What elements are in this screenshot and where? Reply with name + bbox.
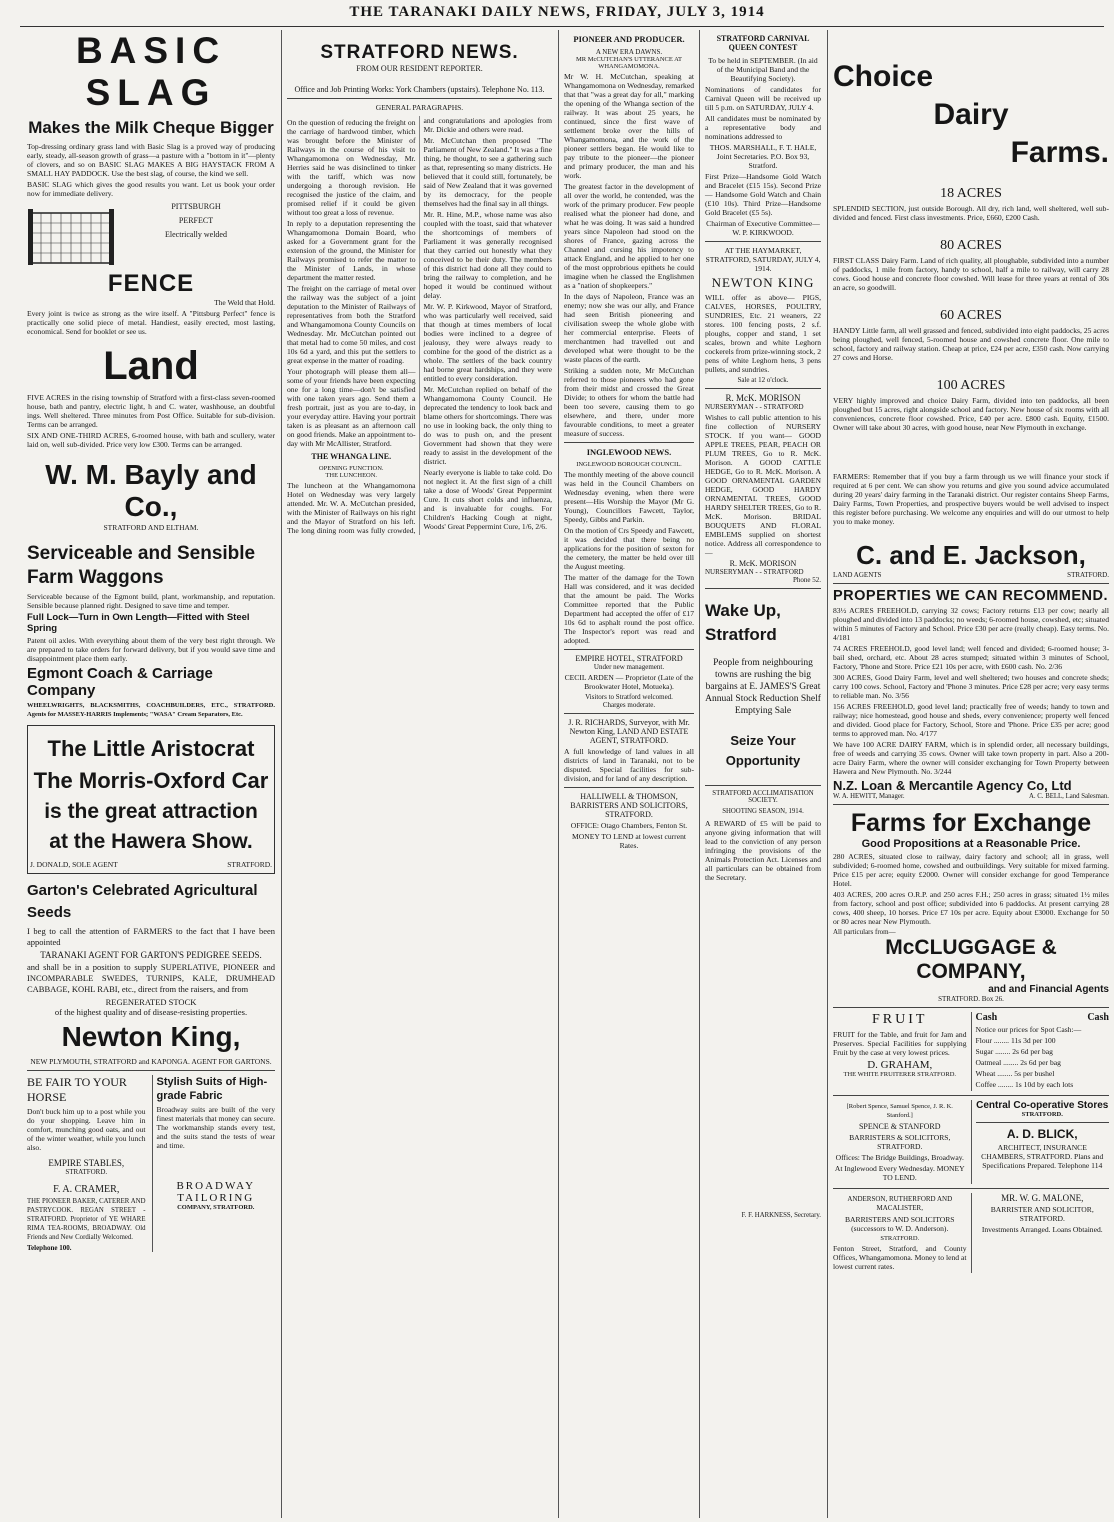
article-paragraph: Your photograph will please them all—some of your friends have been expecting one for a long time—don't be satisfied with one taken years ago. Send them a fresh portrait, just as you are to-day, in your everyday attire. Having your portrait taken is as pleasant as an afternoon call on good friends. Make an appointment to-day with Mr McAllister, Stratford. bbox=[287, 367, 416, 448]
gartons-body: I beg to call the attention of FARMERS to the fact that I have been appointed bbox=[27, 926, 275, 947]
separator bbox=[833, 804, 1109, 805]
acres-100-body: VERY highly improved and choice Dairy Farm, divided into ten paddocks, all been ploughed but 15 acres, right alongside school and factory. New house of six rooms with all conveniences, concrete floor cowshed. Price, £40 per acre. £800 cash. Equity, £1500. Owner will take about 30 acres, with good house, near New Plymouth in exchange. bbox=[833, 396, 1109, 432]
richards-heading: J. R. RICHARDS, Surveyor, with Mr. Newton King, LAND AND ESTATE AGENT, STRATFORD. bbox=[568, 718, 690, 745]
column-5 bbox=[828, 30, 1114, 1518]
carnival-nominations: Nominations of candidates for Carnival Queen will be received up till 5 p.m. on SATURDAY, JULY 4. bbox=[705, 85, 821, 112]
article-paragraph: Nearly everyone is liable to take cold. Do not neglect it. At the first sign of a chill take a dose of Woods' Great Peppermint Cure. It cuts short colds and influenza, and is invaluable for coughs. For Children's Hacking Cough at night, Woods' Great Peppermint Cure, 1/6, 2/6. bbox=[423, 468, 552, 531]
harkness-signature: F. F. HARKNESS, Secretary. bbox=[741, 1212, 821, 1219]
fruit-body: FRUIT for the Table, and fruit for Jam and Preserves. Special Facilities for supplying Fruit by the case at very lowest prices. bbox=[833, 1030, 967, 1057]
nz-loan-heading: N.Z. Loan & Mercantile Agency Co, Ltd bbox=[833, 778, 1072, 793]
masthead-rule bbox=[20, 26, 1104, 27]
acres-60: 60 ACRES bbox=[940, 308, 1002, 323]
separator bbox=[705, 241, 821, 242]
pioneer-title: PIONEER AND PRODUCER. bbox=[573, 34, 685, 44]
article-paragraph: Mr. McCutchan then proposed "The Parliament of New Zealand." It was a fine thing, he thought, to see a gathering such as that, representing so many districts. He believed that it could still, fortunately, be said of New Zealand that it was governed by its democracy, for the people themselves had the final say in all things. bbox=[423, 136, 552, 208]
separator bbox=[705, 588, 821, 589]
donald-stratford: STRATFORD. bbox=[227, 860, 272, 869]
anderson-location: STRATFORD. bbox=[880, 1235, 920, 1242]
exchange-403: 403 ACRES, 200 acres O.R.P. and 250 acres F.H.; 250 acres in grass; situated 1½ miles from factory, school and post office; subdivided into 6 paddocks. At present carrying 28 cows, 400 sheep, 10 horses. Price £7 10s per acre. Equity about £3000. Exchange for 50 or 80 acres near New Plymouth. bbox=[833, 890, 1109, 926]
carnival-heading: STRATFORD CARNIVAL QUEEN CONTEST bbox=[716, 34, 810, 52]
luncheon-heading: THE LUNCHEON. bbox=[325, 472, 378, 479]
farms-heading: Farms. bbox=[1010, 136, 1109, 169]
all-particulars: All particulars from— bbox=[833, 928, 896, 936]
inglewood-news-heading: INGLEWOOD NEWS. bbox=[586, 447, 672, 457]
price-row: Flour ........ 11s 3d per 100 bbox=[975, 1036, 1056, 1045]
central-ad bbox=[971, 1100, 1110, 1184]
hawera-heading: at the Hawera Show. bbox=[49, 830, 253, 853]
price-row: Oatmeal ........ 2s 6d per bag bbox=[975, 1058, 1061, 1067]
land-body-2: SIX AND ONE-THIRD ACRES, 6-roomed house, with bath and scullery, water laid on, well sub-divided. Price very low £300. Terms can be arranged. bbox=[27, 431, 275, 449]
nz-loan-footer bbox=[833, 793, 1109, 800]
carnival-nominations-2: All candidates must be nominated by a representative body and nominations addressed to bbox=[705, 114, 821, 141]
weld-hold-label: The Weld that Hold. bbox=[214, 298, 275, 307]
central-location: STRATFORD. bbox=[1021, 1111, 1063, 1118]
full-lock-heading: Full Lock—Turn in Own Length—Fitted with Steel Spring bbox=[27, 612, 250, 634]
mccluggage-box: STRATFORD. Box 26. bbox=[938, 995, 1004, 1003]
stylish-ad bbox=[152, 1075, 276, 1252]
haymarket-notice: AT THE HAYMARKET, STRATFORD, SATURDAY, JULY 4, 1914. bbox=[705, 246, 821, 273]
separator bbox=[705, 785, 821, 786]
cramer-heading: F. A. CRAMER, bbox=[53, 1184, 120, 1195]
separator bbox=[833, 583, 1109, 584]
morison-phone: Phone 52. bbox=[793, 576, 821, 584]
donald-agent: J. DONALD, SOLE AGENT bbox=[30, 860, 118, 869]
empire-stables: EMPIRE STABLES, bbox=[48, 1158, 125, 1168]
article-paragraph: On the motion of Crs Speedy and Fawcett, it was decided that there being no applications for the position of sexton for the cemetery, the matter be held over till the August meeting. bbox=[564, 526, 694, 571]
halliwell-heading: HALLIWELL & THOMSON, BARRISTERS AND SOLICITORS, STRATFORD. bbox=[570, 792, 688, 819]
separator bbox=[564, 787, 694, 788]
opening-function: OPENING FUNCTION. bbox=[318, 465, 384, 472]
separator bbox=[833, 1188, 1109, 1189]
land-agents-label: LAND AGENTS bbox=[833, 571, 882, 579]
newton-king-auction-body: WILL offer as above— PIGS, CALVES, HORSES, POULTRY, SUNDRIES, Etc. 21 weaners, 22 stores. 100 fencing posts, 2 s.f. ploughs, copper and stand, 1 set scales, brown and white Leghorn cockerels from prize-winning stock, 2 pens of white Leghorn hens, 3 pens pullets, and sundries. bbox=[705, 293, 821, 374]
acres-100: 100 ACRES bbox=[936, 378, 1006, 393]
basic-slag-heading: BASIC SLAG bbox=[75, 30, 227, 113]
separator bbox=[833, 1007, 1109, 1008]
welded-label: Electrically welded bbox=[165, 230, 227, 239]
property-83: 83½ ACRES FREEHOLD, carrying 32 cows; Factory returns £13 per cow; nearly all ploughed and divided into 13 paddocks; no weeds; 6-roomed house, cowshed, etc; situated within 5 minutes of Factory and School. Price £30 per acre (really cheap). Easy terms. No. 4/181 bbox=[833, 606, 1109, 642]
newton-king-heading: Newton King, bbox=[61, 1021, 241, 1052]
seize-heading: Seize Your Opportunity bbox=[725, 733, 801, 768]
malone-sub: BARRISTER AND SOLICITOR, STRATFORD. bbox=[990, 1205, 1094, 1223]
mccluggage-heading: McCLUGGAGE & COMPANY, bbox=[885, 936, 1057, 983]
spence-office: Offices: The Bridge Buildings, Broadway. bbox=[835, 1153, 964, 1162]
office-notice: Office and Job Printing Works: York Chambers (upstairs). Telephone No. 113. bbox=[294, 85, 545, 94]
carnival-chairman: Chairman of Executive Committee— W. P. KIRKWOOD. bbox=[706, 219, 820, 237]
spence-inglewood: At Inglewood Every Wednesday. MONEY TO LEND. bbox=[834, 1164, 965, 1182]
slag-body: Top-dressing ordinary grass land with Basic Slag is a proved way of producing early, steady, all-season growth of grass—a pasture with a "bottom in it"—plenty of clovers, and so on BASIC SLAG MAKES A BIG HAYSTACK FROM A SMALL HAY PADDOCK. Use the best slag, of course, the kind we sell. bbox=[27, 142, 275, 178]
acclimatisation-body: A REWARD of £5 will be paid to anyone giving information that will lead to the conviction of any person infringing the provisions of the Animals Protection Act. Licenses and all particulars can be obtained from the Secretary. bbox=[705, 819, 821, 882]
fence-body: Every joint is twice as strong as the wire itself. A "Pittsburg Perfect" fence is practically one solid piece of metal. Handiest, easily erected, most lasting, economical. Send for booklet or see us. bbox=[27, 309, 275, 336]
masthead: THE TARANAKI DAILY NEWS, FRIDAY, JULY 3, 1914 bbox=[349, 4, 765, 20]
fence-icon bbox=[27, 203, 117, 267]
exchange-280: 280 ACRES, situated close to railway, dairy factory and school; all in grass, well subdivided; 6-roomed home, cowshed and outbuildings. Very suitable for mixed farming. Price £15 per acre; equity £2000. Owner will consider exchange for good Temperance Hotel. bbox=[833, 852, 1109, 888]
separator bbox=[705, 388, 821, 389]
property-dairy: We have 100 ACRE DAIRY FARM, which is in splendid order, all necessary buildings, free of weeds and carrying 35 cows. Owner will take town property in part. Also a 200-acre Dairy Farm, where the owner will consider exchanging for Town Property between Hawera and New Plymouth. No. 3/244 bbox=[833, 740, 1109, 776]
sale-time: Sale at 12 o'clock. bbox=[737, 376, 789, 384]
pioneer-sub-2: MR McCUTCHAN'S UTTERANCE AT WHANGAMOMONA. bbox=[575, 56, 683, 70]
separator bbox=[287, 98, 552, 99]
bayly-location: STRATFORD AND ELTHAM. bbox=[103, 523, 199, 532]
halliwell-money: MONEY TO LEND at lowest current Rates. bbox=[572, 832, 686, 850]
malone-heading: MR. W. G. MALONE, bbox=[1001, 1193, 1084, 1203]
general-paragraphs bbox=[287, 116, 552, 535]
empire-hotel-charges: Charges moderate. bbox=[602, 701, 656, 709]
egmont-heading: Egmont Coach & Carriage Company bbox=[27, 665, 213, 699]
acres-18-body: SPLENDID SECTION, just outside Borough. All dry, rich land, well sheltered, well sub-divided and fenced. First class investments. Price, £660, £200 Cash. bbox=[833, 204, 1109, 222]
anderson-heading: ANDERSON, RUTHERFORD AND MACALISTER, bbox=[847, 1195, 953, 1212]
cash-ad bbox=[971, 1012, 1110, 1091]
article-paragraph: The monthly meeting of the above council was held in the Council Chambers on Wednesday evening, when there were present—His Worship the Mayor (Mr G. Young), Councillors Fawcett, Taylor, Speedy, Gibbs and Parkin. bbox=[564, 470, 694, 524]
separator bbox=[27, 1070, 275, 1071]
exchange-heading: Farms for Exchange bbox=[850, 809, 1092, 837]
recommend-heading: PROPERTIES WE CAN RECOMMEND. bbox=[833, 588, 1109, 604]
stylish-body: Broadway suits are built of the very finest materials that money can secure. The workmanship stands every test, and the suits stand the tests of wear and time. bbox=[156, 1105, 275, 1150]
blick-heading: A. D. BLICK, bbox=[1006, 1127, 1078, 1141]
land-body: FIVE ACRES in the rising township of Stratford with a first-class seven-roomed house, bath and pantry, electric light, h and C. water, washhouse, an doubtful ings. Well sheltered. Three minutes from Post Office. Suitable for sub-division. Terms can be arranged. bbox=[27, 393, 275, 429]
article-paragraph: Striking a sudden note, Mr McCutchan referred to those pioneers who had gone from their midst and crossed the Great Divide; to others for whom the battle had been too severe, causing them to go elsewhere, and there, under more favourable conditions, to meet a greater measure of success. bbox=[564, 366, 694, 438]
anderson-ad bbox=[833, 1193, 967, 1273]
pioneer-sub: A NEW ERA DAWNS. bbox=[595, 48, 663, 56]
be-fair-body: Don't buck him up to a post while you do your shopping. Leave him in comfort, munching good oats, and out of the winter weather, while you lunch also. bbox=[27, 1107, 146, 1152]
article-paragraph: In reply to a deputation representing the Whangamomona Domain Board, who asked for a Government grant for the extension of the ground, the Minister for Railways promised to refer the matter to the Minister of Lands, in whose department the matter rested. bbox=[287, 219, 416, 282]
bayly-heading: W. M. Bayly and Co., bbox=[45, 459, 257, 522]
acres-60-body: HANDY Little farm, all well grassed and fenced, subdivided into eight paddocks, 25 acres being ploughed, well fenced, 5-roomed house and cowshed concrete floor. One mile to school, factory and railway station. Cheap at price, £24 per acre, £350 cash. Now carrying 27 cows and Horse. bbox=[833, 326, 1109, 362]
carnival-body: To be held in SEPTEMBER. (In aid of the Municipal Band and the Beautifying Society). bbox=[708, 56, 818, 83]
pittsburgh-label: PITTSBURGH bbox=[171, 202, 221, 211]
be-fair-heading: BE FAIR TO YOUR HORSE bbox=[27, 1075, 127, 1104]
acclimatisation-heading: STRATFORD ACCLIMATISATION SOCIETY. bbox=[712, 790, 814, 804]
article-paragraph: Mr. R. Hine, M.P., whose name was also coupled with the toast, said that whatever the shortcomings of members of Parliament it was generally recognised that they carried out honestly what they conceived to be their duty. The members of this district had done all they could to bring the railway to completion, and he hoped it would be continued without delay. bbox=[423, 210, 552, 300]
spence-heading: SPENCE & STANFORD bbox=[858, 1122, 941, 1131]
column-4 bbox=[700, 30, 826, 1518]
price-row: Sugar ........ 2s 6d per bag bbox=[975, 1047, 1053, 1056]
farmers-notice: FARMERS: Remember that if you buy a farm through us we will finance your stock if required at 6 per cent. We can show you returns and give you sound advice accumulated during 20 years' dairy farming in the Taranaki district. Our register contains Sheep Farms, Dairy Farms, Town Properties, and prospective buyers would be well advised to inspect this register before purchasing. We welcome any enquiries and will do our utmost to help you to make money. bbox=[833, 472, 1109, 526]
egmont-sub: WHEELWRIGHTS, BLACKSMITHS, COACHBUILDERS, ETC., STRATFORD. Agents for MASSEY-HARRIS Implements; "WASA" Cream Separators, Etc. bbox=[27, 702, 275, 718]
spence-sub: BARRISTERS & SOLICITORS, STRATFORD. bbox=[849, 1133, 951, 1151]
fence-heading: FENCE bbox=[107, 270, 195, 297]
hewitt-manager: W. A. HEWITT, Manager. bbox=[833, 793, 905, 800]
newton-king-sub: NEW PLYMOUTH, STRATFORD and KAPONGA. AGENT FOR GARTONS. bbox=[30, 1057, 272, 1066]
morris-heading: The Morris-Oxford Car bbox=[33, 768, 269, 793]
column-3 bbox=[559, 30, 699, 1518]
slag-body-2: BASIC SLAG which gives the good results you want. Let us book your order now for immediate delivery. bbox=[27, 180, 275, 198]
wake-up-heading: Wake Up, Stratford bbox=[705, 601, 781, 644]
price-row: Wheat ........ 5s per bushel bbox=[975, 1069, 1055, 1078]
richards-body: A full knowledge of land values in all districts of land in Taranaki, not to be disputed. Special facilities for sub-division, and for land of any description. bbox=[564, 747, 694, 783]
financial-agents: and and Financial Agents bbox=[988, 984, 1109, 995]
horse-ad bbox=[27, 1075, 146, 1252]
article-paragraph: Mr. W. P. Kirkwood, Mayor of Stratford, who was particularly well received, said that though at times members of local bodies were inclined to a degree of jealousy, they were always ready to combine for the good of the district as a whole. The settlers of the back country had borne great hardships, and they were entitled to every consideration. bbox=[423, 302, 552, 383]
acres-18: 18 ACRES bbox=[940, 186, 1002, 201]
inglewood-council: INGLEWOOD BOROUGH COUNCIL. bbox=[576, 461, 682, 468]
central-heading: Central Co-operative Stores bbox=[976, 1100, 1109, 1111]
article-paragraph: The freight on the carriage of metal over the railway was the subject of a joint deputation to the Minister of Railways of representatives from both the Stratford and Whangamomona County Councils on Wednesday. Mr. McCutchan pointed out that metal had to come 50 miles, and cost 10s 6d a yard, and this put the settlers to great expense in the matter of roading. bbox=[287, 284, 416, 365]
land-heading: Land bbox=[103, 344, 199, 388]
full-lock-body: Patent oil axles. With everything about them of the very best right through. We are prepared to take orders for forward delivery, but if you would save time and disappointment place them early. bbox=[27, 636, 275, 663]
graham-heading: D. GRAHAM, bbox=[867, 1059, 933, 1071]
gartons-body-2: and shall be in a position to supply SUPERLATIVE, PIONEER and INCOMPARABLE SWEDES, TURNIPS, KALE, DRUMHEAD CABBAGE, KOHL RABI, etc., direct from the raisers, and from bbox=[27, 962, 275, 994]
cramer-body: THE PIONEER BAKER, CATERER AND PASTRYCOOK. REGAN STREET - STRATFORD. Proprietor of YE WHARE RIMA TEA-ROOMS, BROADWAY. Old Friends and New Cordially Welcomed. bbox=[27, 1198, 146, 1241]
cash-heading-right: Cash bbox=[1087, 1012, 1109, 1023]
article-paragraph: In the days of Napoleon, France was an enemy; now she was our ally, and France had seen British pioneering and civilisation sweep the whole globe with her commercial enterprise. Fleets of merchantmen had travelled out and developed what were thought to be the waste places of the earth. bbox=[564, 292, 694, 364]
nurseryman-label-2: NURSERYMAN - - STRATFORD bbox=[705, 568, 804, 576]
empire-hotel-visitors: Visitors to Stratford welcomed. bbox=[585, 693, 673, 701]
morison-heading: R. McK. MORISON bbox=[725, 393, 801, 403]
jackson-stratford: STRATFORD. bbox=[1067, 571, 1109, 579]
bell-salesman: A. C. BELL, Land Salesman. bbox=[1028, 793, 1109, 800]
carnival-secretaries: THOS. MARSHALL, F. T. HALE, Joint Secretaries. P.O. Box 93, Stratford. bbox=[709, 143, 817, 170]
article-paragraph: Mr. McCutchan replied on behalf of the Whangamomona County Council. He deprecated the tendency to look back and blame others for shortcomings. There was no use in looking back, the only thing to do was to push on, and the present Government had shown that they were ready to assist in the development of the district. bbox=[423, 385, 552, 466]
property-300: 300 ACRES, Good Dairy Farm, level and well sheltered; two houses and concrete sheds; carry 100 cows. School, Factory and 'Phone 3 minutes. Price £28 per acre; very easy terms to reliable man. No. 3/56 bbox=[833, 673, 1109, 700]
waggons-heading: Serviceable and Sensible Farm Waggons bbox=[27, 543, 256, 588]
milk-cheque-heading: Makes the Milk Cheque Bigger bbox=[28, 118, 274, 137]
column-1 bbox=[22, 30, 280, 1518]
acres-80-body: FIRST CLASS Dairy Farm. Land of rich quality, all ploughable, subdivided into a number of paddocks, 1 mile from factory, handy to school, half a mile to railway, will carry 28 cows. Good house and concrete floor cowshed. Will lease for three years at rental of 30s an acre, so goodwill. bbox=[833, 256, 1109, 292]
graham-sub: THE WHITE FRUITERER STRATFORD. bbox=[843, 1071, 957, 1078]
jackson-heading: C. and E. Jackson, bbox=[856, 540, 1086, 570]
general-paragraphs-heading: GENERAL PARAGRAPHS. bbox=[375, 103, 464, 112]
waggons-body: Serviceable because of the Egmont build, plant, workmanship, and reputation. Sensible because planned right. Designed to save time and temper. bbox=[27, 592, 275, 610]
fruit-heading: FRUIT bbox=[872, 1012, 928, 1027]
shooting-season: SHOOTING SEASON, 1914. bbox=[722, 808, 804, 815]
morison-body: Wishes to call public attention to his fine collection of NURSERY STOCK. If you want— GOOD APPLE TREES, PEAR, PEACH OR PLUM TREES, Go to R. McK. Morison. A GOOD CATTLE HEDGE, Go to R. McK. Morison. A GOOD ORNAMENTAL GARDEN HEDGE, GOOD HARDY ORNAMENTAL TREES, GOOD HARDY SHELTER TREES, Go to R. McK. Morison. BRIDAL BOUQUETS AND FLORAL EMBLEMS supplied on shortest notice. Address all correspondence to— bbox=[705, 413, 821, 557]
choice-heading: Choice bbox=[833, 60, 934, 93]
wake-up-body: People from neighbouring towns are rushing the big bargains at E. JAMES'S Great Annual Stock Reduction Shelf Emptying Sale bbox=[705, 658, 821, 716]
carnival-prizes: First Prize—Handsome Gold Watch and Bracelet (£15 15s). Second Prize — Handsome Gold Watch and Chain (£10 10s). Third Prize—Handsome Gold Bracelet (£5 5s). bbox=[705, 172, 821, 217]
perfect-label: PERFECT bbox=[178, 216, 214, 225]
halliwell-office: OFFICE: Otago Chambers, Fenton St. bbox=[570, 821, 688, 830]
cash-notice: Notice our prices for Spot Cash:— bbox=[975, 1025, 1082, 1034]
malone-investments: Investments Arranged. Loans Obtained. bbox=[981, 1225, 1103, 1234]
broadway-company: COMPANY, STRATFORD. bbox=[177, 1204, 255, 1211]
separator bbox=[564, 713, 694, 714]
taranaki-agent: TARANAKI AGENT FOR GARTON'S PEDIGREE SEEDS. bbox=[40, 950, 262, 960]
fruit-ad bbox=[833, 1012, 967, 1091]
morris-box bbox=[27, 725, 275, 874]
price-row: Coffee ........ 1s 10d by each lots bbox=[975, 1080, 1074, 1089]
column-2 bbox=[282, 30, 557, 1518]
attraction-heading: is the great attraction bbox=[44, 800, 258, 823]
empire-stables-location: STRATFORD. bbox=[65, 1168, 108, 1176]
article-paragraph: The greatest factor in the development of all over the world, he contended, was the work of the primary producer. Few people realised what the pioneer had done, and what he was doing. It was said a hundred years since Napoleon had stood on the shores of France, gazing across the Channel and cursing his impotency to attack England, and he applied to her one of the most opprobrious epithets he could imagine when he classed the Englishmen as a "nation of shopkeepers." bbox=[564, 182, 694, 290]
disease-resisting: of the highest quality and of disease-resisting properties. bbox=[54, 1007, 248, 1017]
regenerated-stock: REGENERATED STOCK bbox=[105, 997, 197, 1007]
separator bbox=[564, 442, 694, 443]
whanga-line-heading: THE WHANGA LINE. bbox=[311, 452, 392, 461]
stratford-news-subtitle: FROM OUR RESIDENT REPORTER. bbox=[356, 64, 483, 73]
empire-hotel-proprietor: CECIL ARDEN — Proprietor (Late of the Brookwater Hotel, Motueka). bbox=[564, 673, 694, 691]
gartons-heading: Garton's Celebrated Agricultural Seeds bbox=[27, 882, 258, 921]
aristocrat-heading: The Little Aristocrat bbox=[47, 736, 255, 761]
separator bbox=[564, 649, 694, 650]
cash-heading: Cash bbox=[975, 1012, 998, 1023]
broadway-heading: BROADWAY TAILORING bbox=[176, 1180, 256, 1204]
empire-hotel-management: Under new management. bbox=[593, 663, 665, 671]
article-paragraph: The matter of the damage for the Town Hall was considered, and it was decided that the amount be paid. The Works Committee reported that the Public Department had accepted the offer of £17 10s 6d to asphalt round the post office. The Inspector's report was read and adopted. bbox=[564, 573, 694, 645]
good-propositions: Good Propositions at a Reasonable Price. bbox=[861, 838, 1081, 850]
malone-ad bbox=[971, 1193, 1110, 1273]
dairy-heading: Dairy bbox=[933, 98, 1009, 131]
anderson-offices: Fenton Street, Stratford, and County Offices, Whangamomona. Money to lend at lowest current rates. bbox=[833, 1244, 967, 1271]
stylish-heading: Stylish Suits of High-grade Fabric bbox=[156, 1076, 268, 1102]
blick-sub: ARCHITECT, INSURANCE CHAMBERS, STRATFORD. Plans and Specifications Prepared. Telephone 114 bbox=[981, 1143, 1104, 1170]
stratford-news-title: STRATFORD NEWS. bbox=[320, 42, 519, 63]
separator bbox=[976, 1122, 1110, 1123]
separator bbox=[833, 1095, 1109, 1096]
acres-80: 80 ACRES bbox=[940, 238, 1002, 253]
article-paragraph: The luncheon at the Whangamomona Hotel on Wednesday was very largely attended. Mr. W. A. McCutchan presided, with the Minister of Railways on his right and the Mayor of Stratford on his left. The long dining room was fully crowded, and congratulations and apologies from Mr. Dickie and others were read. bbox=[287, 116, 552, 535]
article-paragraph: On the question of reducing the freight on the carriage of hardwood timber, which was brought before the Minister of Railways in the course of his visit to Whangamomona on Wednesday, Mr. Herries said he was disinclined to tinker with the tariff, which was now undergoing a thorough revision. He recognised the justice of the claim, and promised relief if it could be given without too great a loss of revenue. bbox=[287, 118, 416, 217]
property-74: 74 ACRES FREEHOLD, good level land; well fenced and divided; 6-roomed house; 3-bail shed, orchard, etc. About 28 acres stumped; situated within 3 minutes of School, Factory, 'Phone and Store. Price £21 10s per acre, with £600 cash. No. 2/36 bbox=[833, 644, 1109, 671]
article-paragraph: Mr W. H. McCutchan, speaking at Whangamomona on Wednesday, remarked that that "was a great day for all," marking the opening of the Whanga section of the railway. It was about 25 years, he continued, since the first wave of settlement broke over the hills of Whangamomona, and the work of the pioneer settlers began. He would like to pay tribute to the pioneer—the pioneer and primary producer, the man and his work. bbox=[564, 72, 694, 180]
nurseryman-label: NURSERYMAN - - STRATFORD bbox=[705, 403, 804, 411]
spence-ad bbox=[833, 1100, 967, 1184]
anderson-sub: BARRISTERS AND SOLICITORS (successors to W. D. Anderson). bbox=[844, 1215, 955, 1233]
property-156: 156 ACRES FREEHOLD, good level land; practically free of weeds; handy to town and railway; nice homestead, good house and sheds, every convenience; property well fenced and divided. Good place for Factory, School, Store and 'Phone. Price £35 per acre; good terms to approved man. No. 4/177 bbox=[833, 702, 1109, 738]
newton-king-auction: NEWTON KING bbox=[711, 275, 815, 290]
jackson-footer bbox=[833, 571, 1109, 579]
morison-signature: R. McK. MORISON bbox=[729, 559, 797, 568]
spence-names: [Robert Spence, Samuel Spence, J. R. K. Stanford.] bbox=[846, 1103, 953, 1119]
cramer-telephone: Telephone 100. bbox=[27, 1244, 72, 1252]
empire-hotel-heading: EMPIRE HOTEL, STRATFORD bbox=[575, 654, 683, 663]
